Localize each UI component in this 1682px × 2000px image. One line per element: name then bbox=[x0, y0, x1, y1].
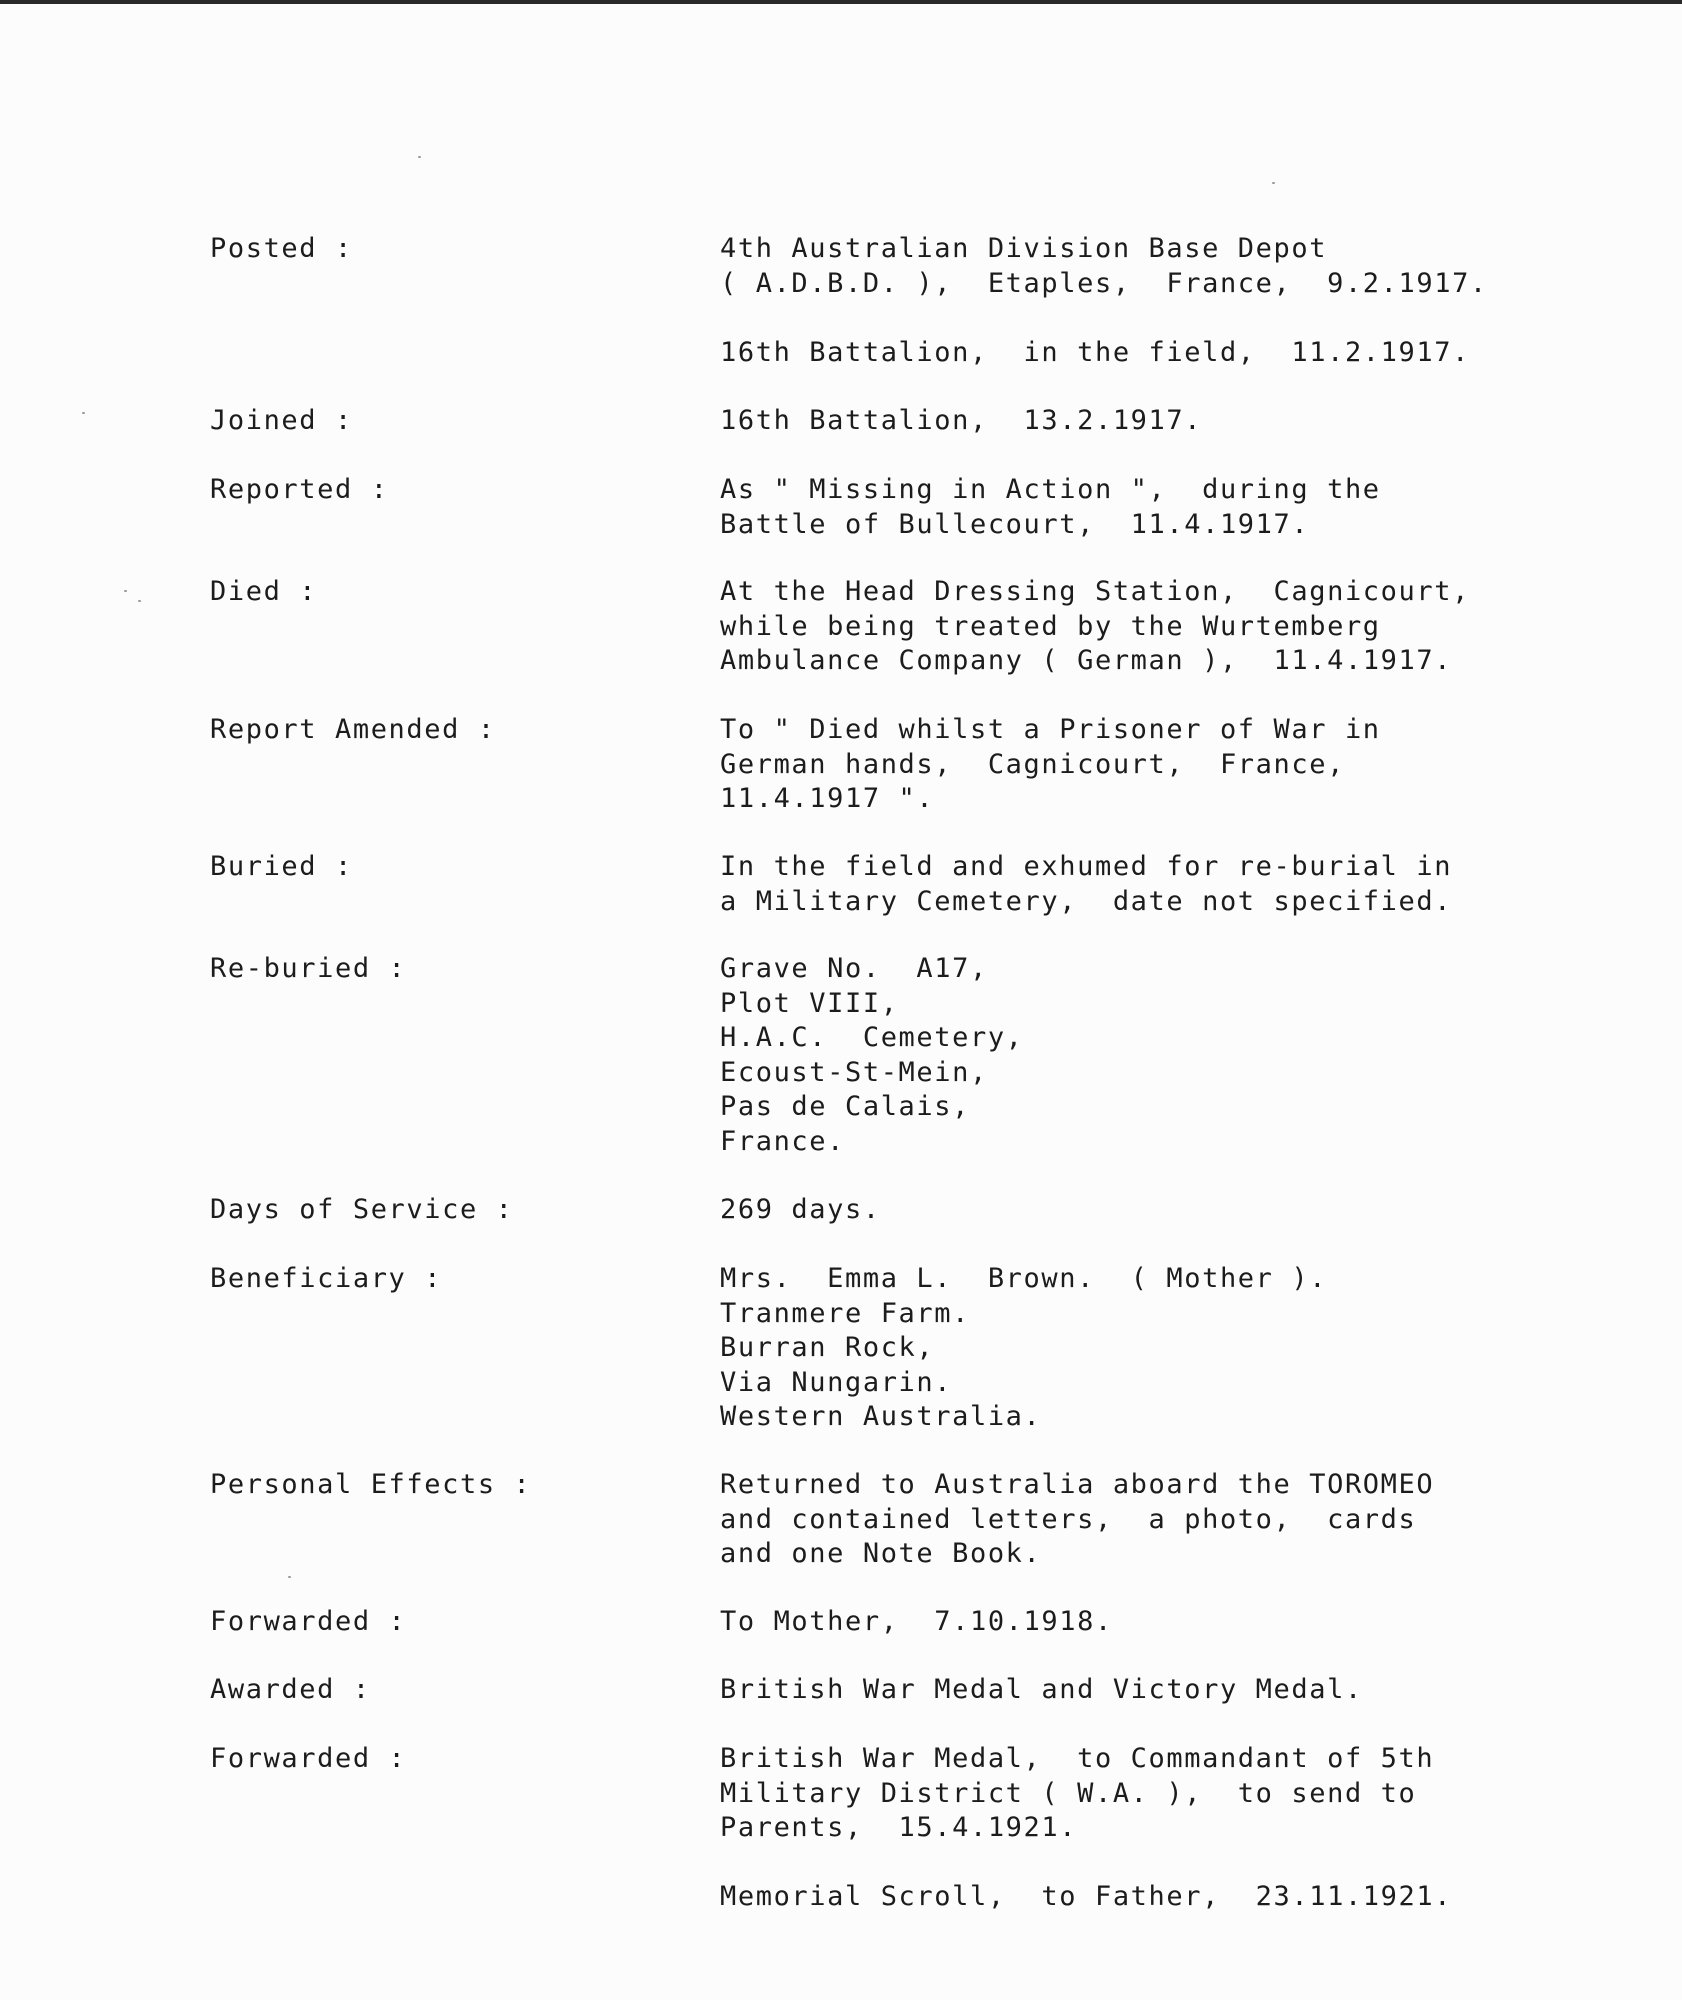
value-paragraph bbox=[720, 1468, 1640, 1572]
value-line: 269 days. bbox=[720, 1194, 881, 1225]
field-label: Awarded : bbox=[210, 1674, 371, 1705]
scan-speck bbox=[82, 412, 85, 414]
value-line: a Military Cemetery, date not specified. bbox=[720, 885, 1453, 917]
value-paragraph bbox=[720, 713, 1640, 817]
value-line: ( A.D.B.D. ), Etaples, France, 9.2.1917. bbox=[720, 267, 1488, 299]
value-line: In the field and exhumed for re-burial in bbox=[720, 851, 1453, 882]
value-paragraph bbox=[720, 1193, 1640, 1228]
value-line: Returned to Australia aboard the TOROMEO bbox=[720, 1469, 1435, 1500]
value-paragraph bbox=[720, 336, 1640, 371]
value-line: Parents, 15.4.1921. bbox=[720, 1812, 1078, 1843]
value-paragraph bbox=[720, 232, 1640, 301]
scan-speck bbox=[418, 156, 421, 158]
value-line: British War Medal and Victory Medal. bbox=[720, 1674, 1363, 1705]
value-line: Grave No. A17, bbox=[720, 953, 988, 984]
value-line: 11.4.1917 ". bbox=[720, 783, 935, 814]
value-line: Battle of Bullecourt, 11.4.1917. bbox=[720, 508, 1310, 540]
field-value bbox=[720, 1193, 1640, 1228]
value-paragraph bbox=[720, 1262, 1640, 1435]
value-line: At the Head Dressing Station, Cagnicourt, bbox=[720, 576, 1470, 607]
field-label: Forwarded : bbox=[210, 1743, 407, 1774]
field-value bbox=[720, 1673, 1640, 1708]
field-value bbox=[720, 952, 1640, 1159]
scan-top-edge bbox=[0, 0, 1682, 4]
field-value bbox=[720, 1742, 1640, 1915]
scan-speck bbox=[288, 1576, 291, 1578]
value-line: Ambulance Company ( German ), 11.4.1917. bbox=[720, 645, 1453, 676]
value-paragraph bbox=[720, 1673, 1640, 1708]
value-line: and contained letters, a photo, cards bbox=[720, 1503, 1417, 1535]
field-label: Report Amended : bbox=[210, 714, 496, 745]
value-line: Military District ( W.A. ), to send to bbox=[720, 1777, 1417, 1809]
field-label: Buried : bbox=[210, 851, 353, 882]
value-line: and one Note Book. bbox=[720, 1538, 1042, 1569]
value-line: France. bbox=[720, 1125, 845, 1157]
field-value bbox=[720, 232, 1640, 370]
value-line: H.A.C. Cemetery, bbox=[720, 1022, 1024, 1053]
field-value bbox=[720, 575, 1640, 679]
value-line: Via Nungarin. bbox=[720, 1366, 953, 1398]
field-value bbox=[720, 1468, 1640, 1572]
value-line: As " Missing in Action ", during the bbox=[720, 474, 1381, 505]
value-line: Plot VIII, bbox=[720, 987, 899, 1019]
field-value bbox=[720, 1605, 1640, 1640]
field-label: Died : bbox=[210, 576, 318, 607]
field-value bbox=[720, 1262, 1640, 1435]
scan-speck bbox=[1272, 182, 1275, 184]
value-line: Pas de Calais, bbox=[720, 1091, 970, 1122]
value-line: Memorial Scroll, to Father, 23.11.1921. bbox=[720, 1881, 1453, 1912]
value-line: 16th Battalion, 13.2.1917. bbox=[720, 405, 1203, 436]
field-label: Re-buried : bbox=[210, 953, 407, 984]
field-label: Forwarded : bbox=[210, 1606, 407, 1637]
value-paragraph bbox=[720, 850, 1640, 919]
value-paragraph bbox=[720, 404, 1640, 439]
value-line: Burran Rock, bbox=[720, 1332, 935, 1363]
value-line: To Mother, 7.10.1918. bbox=[720, 1606, 1113, 1637]
field-value bbox=[720, 404, 1640, 439]
field-value bbox=[720, 473, 1640, 542]
value-paragraph bbox=[720, 1742, 1640, 1846]
scan-speck bbox=[124, 590, 127, 592]
value-paragraph bbox=[720, 952, 1640, 1159]
value-line: Mrs. Emma L. Brown. ( Mother ). bbox=[720, 1263, 1328, 1294]
field-label: Posted : bbox=[210, 233, 353, 264]
value-paragraph bbox=[720, 575, 1640, 679]
field-value bbox=[720, 713, 1640, 817]
value-paragraph bbox=[720, 1880, 1640, 1915]
value-line: Western Australia. bbox=[720, 1401, 1042, 1432]
value-line: Tranmere Farm. bbox=[720, 1297, 970, 1329]
value-line: Ecoust-St-Mein, bbox=[720, 1056, 988, 1088]
field-label: Reported : bbox=[210, 474, 389, 505]
field-label: Personal Effects : bbox=[210, 1469, 532, 1500]
value-line: 4th Australian Division Base Depot bbox=[720, 233, 1328, 264]
field-value bbox=[720, 850, 1640, 919]
value-line: British War Medal, to Commandant of 5th bbox=[720, 1743, 1435, 1774]
value-line: German hands, Cagnicourt, France, bbox=[720, 748, 1345, 780]
value-paragraph bbox=[720, 1605, 1640, 1640]
field-label: Days of Service : bbox=[210, 1194, 514, 1225]
value-paragraph bbox=[720, 473, 1640, 542]
scan-speck bbox=[138, 600, 141, 602]
value-line: To " Died whilst a Prisoner of War in bbox=[720, 714, 1381, 745]
field-label: Beneficiary : bbox=[210, 1263, 443, 1294]
value-line: 16th Battalion, in the field, 11.2.1917. bbox=[720, 336, 1470, 368]
value-line: while being treated by the Wurtemberg bbox=[720, 610, 1381, 642]
field-label: Joined : bbox=[210, 405, 353, 436]
